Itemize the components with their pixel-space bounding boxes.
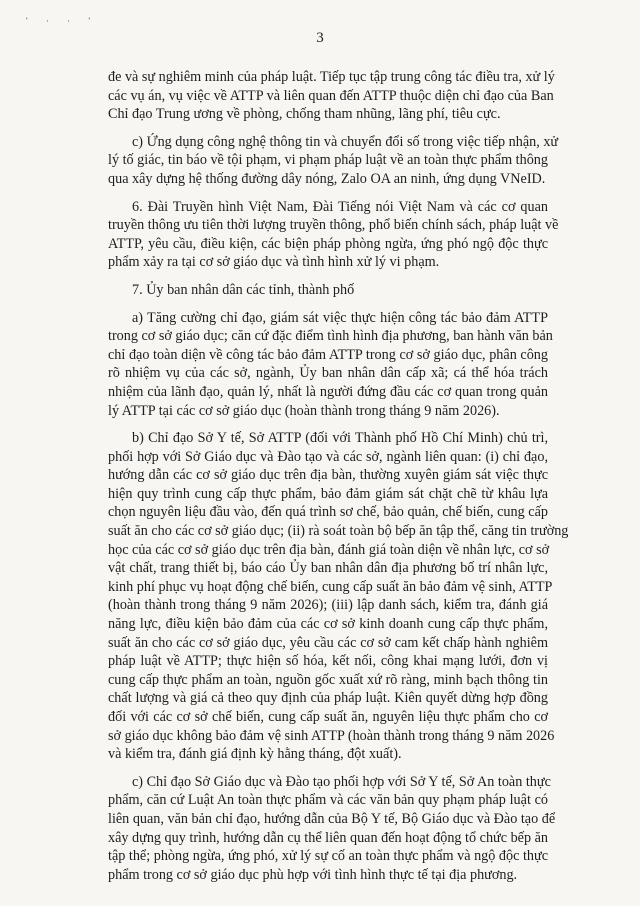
text-line: lý ATTP tại các cơ sở giáo dục (hoàn thành trong tháng 9 năm 2026).: [108, 402, 500, 419]
para-7b: [108, 429, 569, 764]
text-line: vật chất, trang thiết bị, báo cáo Ủy ban nhân dân địa phương bố trí nhân lực,: [108, 560, 548, 577]
text-line: đối với các cơ sở chế biến, cung cấp suất ăn, nguyên liệu thực phẩm cho cơ: [108, 709, 548, 725]
text-line: chất lượng và giá cả theo quy định của pháp luật. Kiên quyết dừng hợp đồng: [108, 690, 548, 707]
para-continuation: [108, 68, 555, 124]
text-line: a) Tăng cường chỉ đạo, giám sát việc thực hiện công tác bảo đảm ATTP: [132, 309, 548, 326]
text-line: truyền thông ưu tiên thời lượng truyền thông, phổ biến chính sách, pháp luật về: [108, 217, 559, 234]
text-line: hướng dẫn các cơ sở giáo dục trên địa bàn, thường xuyên giám sát việc thực: [108, 467, 548, 484]
text-line: hiện quy trình cung cấp thực phẩm, bảo đảm giám sát chặt chẽ từ khâu lựa: [108, 485, 548, 502]
text-line: chọn nguyên liệu đầu vào, đến quá trình sơ chế, bảo quản, chế biến, cung cấp: [108, 504, 548, 521]
text-line: và kiểm tra, đánh giá định kỳ hằng tháng, đột xuất).: [108, 746, 402, 763]
para-6c: [108, 133, 559, 189]
scan-specks: ' · · ': [26, 16, 98, 26]
text-line: đe và sự nghiêm minh của pháp luật. Tiếp tục tập trung công tác điều tra, xử lý: [108, 69, 555, 85]
text-line: phẩm, căn cứ Luật An toàn thực phẩm và các văn bản quy phạm pháp luật có: [108, 792, 548, 809]
text-line: sở giáo dục không bảo đảm vệ sinh ATTP (hoàn thành trong tháng 9 năm 2026: [108, 727, 555, 744]
text-line: năng lực, điều kiện bảo đảm của các cơ sở kinh doanh cung cấp thực phẩm,: [108, 616, 548, 633]
text-line: liên quan, văn bản chỉ đạo, hướng dẫn của Bộ Y tế, Bộ Giáo dục và Đào tạo để: [108, 810, 556, 827]
text-line: kinh phí phục vụ hoạt động chế biến, cung cấp suất ăn bảo đảm vệ sinh, ATTP: [108, 578, 553, 595]
text-line: qua xây dựng hệ thống đường dây nóng, Zalo OA an ninh, ứng dụng VNeID.: [108, 170, 546, 187]
text-line: lý tố giác, tin báo về tội phạm, vi phạm pháp luật về an toàn thực phẩm thông: [108, 152, 548, 169]
text-line: trong cơ sở giáo dục; căn cứ đặc điểm tình hình địa phương, ban hành văn bản: [108, 328, 553, 345]
text-line: tập thể; phòng ngừa, ứng phó, xử lý sự cố an toàn thực phẩm và ngộ độc thực: [108, 848, 548, 865]
text-line: (hoàn thành trong tháng 9 năm 2026); (iii) lập danh sách, kiểm tra, đánh giá: [108, 597, 548, 614]
text-line: 7. Ủy ban nhân dân các tỉnh, thành phố: [132, 281, 355, 298]
text-line: học của các cơ sở giáo dục trên địa bàn, đánh giá toàn diện về nhân lực, cơ sở: [108, 541, 550, 558]
text-line: ATTP, yêu cầu, điều kiện, các biện pháp phòng ngừa, ứng phó ngộ độc thực: [108, 235, 548, 252]
page-number: 3: [316, 30, 324, 46]
text-line: phẩm trong cơ sở giáo dục phù hợp với tình hình thực tế tại địa phương.: [108, 866, 518, 883]
text-line: c) Chỉ đạo Sở Giáo dục và Đào tạo phối hợp với Sở Y tế, Sở An toàn thực: [132, 773, 551, 790]
para-7a: [108, 309, 553, 421]
text-line: Chỉ đạo Trung ương về phòng, chống tham nhũng, lãng phí, tiêu cực.: [108, 106, 501, 123]
text-line: pháp luật về ATTP; thực hiện số hóa, kết nối, công khai mạng lưới, đơn vị: [108, 653, 548, 670]
text-line: phối hợp với Sở Giáo dục và Đào tạo và các sở, ngành liên quan: (i) chỉ đạo,: [108, 448, 548, 465]
text-line: suất ăn cho các cơ sở giáo dục; (ii) rà soát toàn bộ bếp ăn tập thể, căng tin trường: [108, 523, 569, 540]
text-line: suất ăn cho các cơ sở giáo dục, yêu cầu các cơ sở cam kết chấp hành nghiêm: [108, 634, 548, 651]
text-line: nhiệm của lãnh đạo, quản lý, nhất là người đứng đầu các cơ quan trong quản: [108, 383, 548, 400]
text-line: các vụ án, vụ việc về ATTP và liên quan đến ATTP thuộc diện chỉ đạo của Ban: [108, 87, 554, 104]
text-line: rõ nhiệm vụ của các sở, ngành, Ủy ban nhân dân cấp xã; cá thể hóa trách: [108, 365, 548, 382]
para-6: [108, 198, 559, 272]
text-line: phẩm xảy ra tại cơ sở giáo dục và tình hình xử lý vi phạm.: [108, 254, 440, 271]
text-line: 6. Đài Truyền hình Việt Nam, Đài Tiếng nói Việt Nam và các cơ quan: [132, 198, 548, 215]
document-body: [108, 68, 569, 893]
text-line: b) Chỉ đạo Sở Y tế, Sở ATTP (đối với Thành phố Hồ Chí Minh) chủ trì,: [132, 430, 548, 447]
text-line: c) Ứng dụng công nghệ thông tin và chuyển đổi số trong việc tiếp nhận, xử: [132, 133, 559, 150]
text-line: xây dựng quy trình, hướng dẫn cụ thể liên quan đến hoạt động tổ chức bếp ăn: [108, 829, 548, 846]
text-line: chỉ đạo toàn diện về công tác bảo đảm ATTP trong cơ sở giáo dục, phân công: [108, 346, 548, 363]
para-7: [108, 281, 548, 300]
para-7c: [108, 773, 556, 885]
text-line: cung cấp thực phẩm an toàn, nguồn gốc xuất xứ rõ ràng, minh bạch thông tin: [108, 671, 548, 688]
